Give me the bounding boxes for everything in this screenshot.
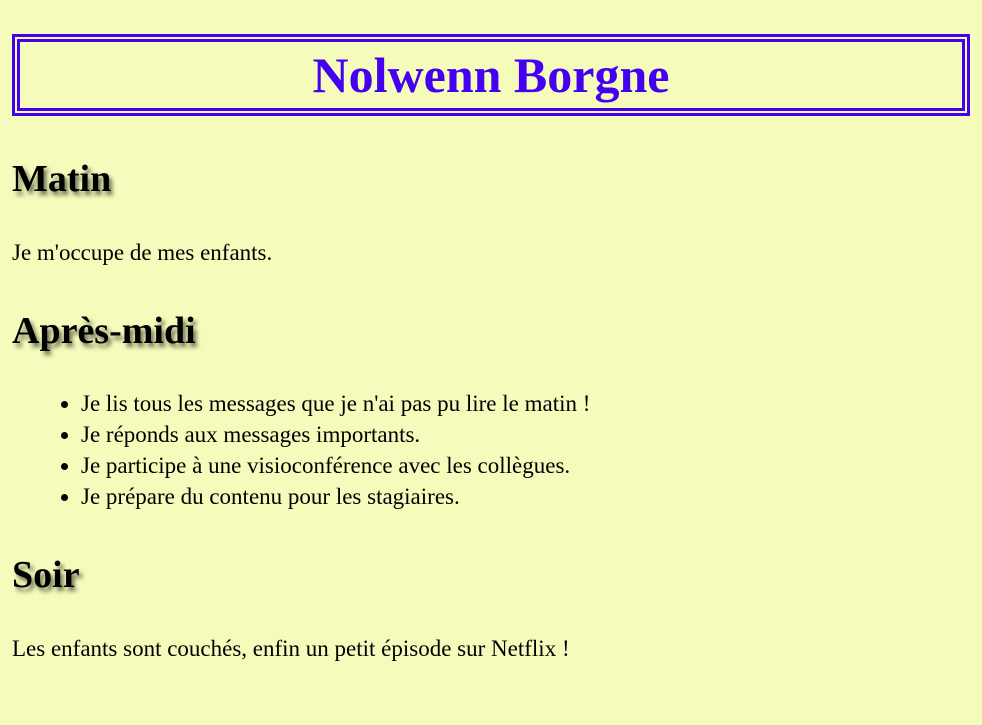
list-item: • Je participe à une visioconférence avec les collègues.	[81, 450, 970, 481]
page-title: Nolwenn Borgne	[312, 47, 670, 103]
section-heading-matin: Matin	[12, 158, 112, 200]
apres-midi-list	[12, 388, 970, 512]
list-item: • Je réponds aux messages importants.	[81, 419, 970, 450]
list-item: • Je prépare du contenu pour les stagiaires.	[81, 481, 970, 512]
title-box	[12, 34, 970, 116]
section-heading-apres-midi: Après-midi	[12, 309, 196, 352]
section-text-soir: Les enfants sont couchés, enfin un petit épisode sur Netflix !	[12, 635, 570, 661]
list-item: • Je lis tous les messages que je n'ai pas pu lire le matin !	[81, 388, 970, 419]
section-heading-soir: Soir	[12, 553, 80, 596]
section-text-matin: Je m'occupe de mes enfants.	[12, 240, 273, 265]
